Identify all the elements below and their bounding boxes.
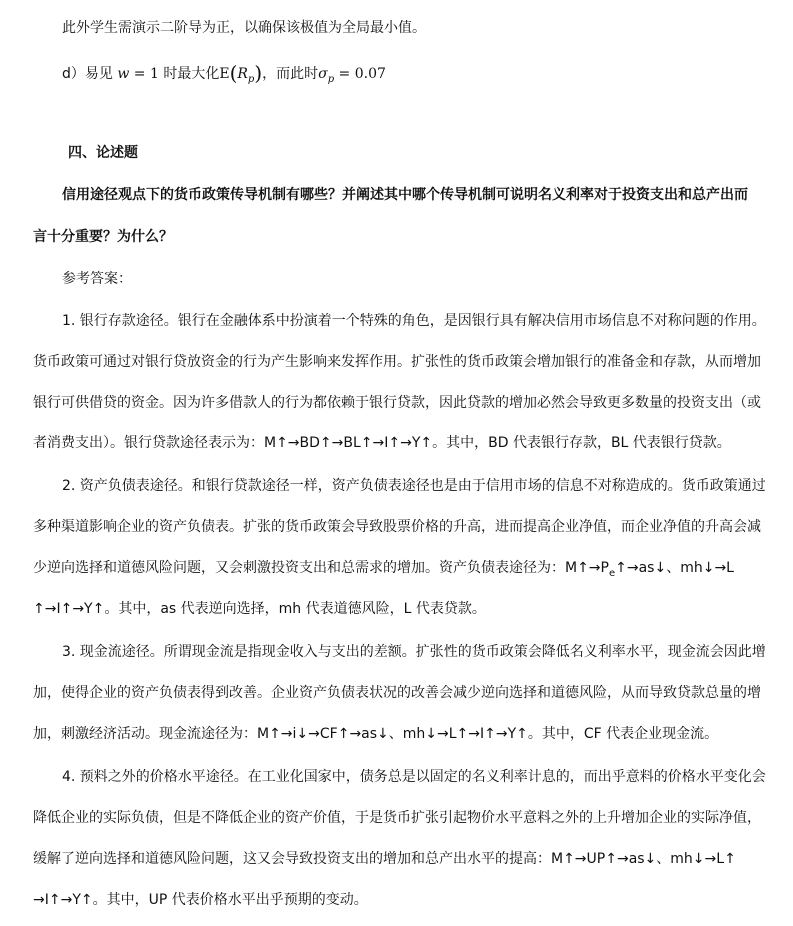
p4-line-4: →I↑→Y↑。其中，UP 代表价格水平出乎预期的变动。 [33, 892, 368, 908]
question-line-1: 信用途径观点下的货币政策传导机制有哪些？并阐述其中哪个传导机制可说明名义利率对于投资支出和总产出而 [62, 187, 748, 203]
sigma-value: = 0.07 [334, 66, 386, 82]
answer-d-line [62, 61, 386, 86]
p4-line-3: 缓解了逆向选择和道德风险问题，这又会导致投资支出的增加和总产出水平的提高：M↑→UP↑→as↓、mh↓→L↑ [33, 851, 736, 867]
p1-line-4: 者消费支出）。银行贷款途径表示为：M↑→BD↑→BL↑→I↑→Y↑。其中，BD 代表银行存款，BL 代表银行贷款。 [33, 435, 731, 451]
expectation-e: E [219, 66, 230, 82]
p2-line-3 [33, 558, 734, 580]
answer-d-prefix: d）易见 [62, 66, 113, 82]
sub-p-two: p [327, 74, 335, 85]
p4-line-2: 降低企业的实际负债，但是不降低企业的资产价值，于是货币扩张引起物价水平意料之外的上升增加企业的实际净值， [33, 810, 761, 826]
p3-line-1: 3. 现金流途径。所谓现金流是指现金收入与支出的差额。扩张性的货币政策会降低名义利率水平，现金流会因此增 [62, 644, 766, 660]
p2-line-1: 2. 资产负债表途径。和银行贷款途径一样，资产负债表途径也是由于信用市场的信息不对称造成的。货币政策通过 [62, 478, 766, 494]
p1-line-3: 银行可供借贷的资金。因为许多借款人的行为都依赖于银行贷款，因此贷款的增加必然会导致更多数量的投资支出（或 [33, 395, 761, 411]
eq-one: = 1 [129, 66, 164, 82]
right-paren: ) [254, 61, 263, 85]
p2-line-2: 多种渠道影响企业的资产负债表。扩张的货币政策会导致股票价格的升高，进而提高企业净值，而企业净值的升高会减 [33, 519, 761, 535]
var-sigma: σ [318, 66, 328, 82]
p1-line-2: 货币政策可通过对银行贷放资金的行为产生影响来发挥作用。扩张性的货币政策会增加银行的准备金和存款，从而增加 [33, 354, 761, 370]
p2-line-3-sub: e [608, 568, 616, 579]
answer-d-then: ，而此时 [262, 66, 319, 82]
var-r: R [237, 66, 248, 82]
section-title: 四、论述题 [68, 145, 138, 161]
p3-line-2: 加，使得企业的资产负债表得到改善。企业资产负债表状况的改善会减少逆向选择和道德风险，从而导致贷款总量的增 [33, 685, 761, 701]
answer-label: 参考答案： [62, 271, 132, 287]
sub-p-one: p [247, 74, 255, 85]
question-line-2: 言十分重要？为什么？ [33, 229, 173, 245]
p2-line-3-tail: ↑→as↓、mh↓→L [615, 560, 734, 576]
p1-line-1: 1. 银行存款途径。银行在金融体系中扮演着一个特殊的角色，是因银行具有解决信用市场信息不对称问题的作用。 [62, 313, 766, 329]
var-w: w [117, 66, 130, 82]
p4-line-1: 4. 预料之外的价格水平途径。在工业化国家中，债务总是以固定的名义利率计息的，而出乎意料的价格水平变化会 [62, 769, 766, 785]
p2-line-3-text: 少逆向选择和道德风险问题，又会刺激投资支出和总需求的增加。资产负债表途径为：M↑→P [33, 560, 609, 576]
intro-line [62, 18, 426, 38]
answer-d-mid: 时最大化 [163, 66, 220, 82]
intro-text: 此外学生需演示二阶导为正，以确保该极值为全局最小值。 [62, 20, 426, 36]
p2-line-4: ↑→I↑→Y↑。其中，as 代表逆向选择，mh 代表道德风险，L 代表贷款。 [33, 601, 486, 617]
left-paren: ( [229, 61, 238, 85]
p3-line-3: 加，刺激经济活动。现金流途径为：M↑→i↓→CF↑→as↓、mh↓→L↑→I↑→Y↑。其中，CF 代表企业现金流。 [33, 726, 719, 742]
